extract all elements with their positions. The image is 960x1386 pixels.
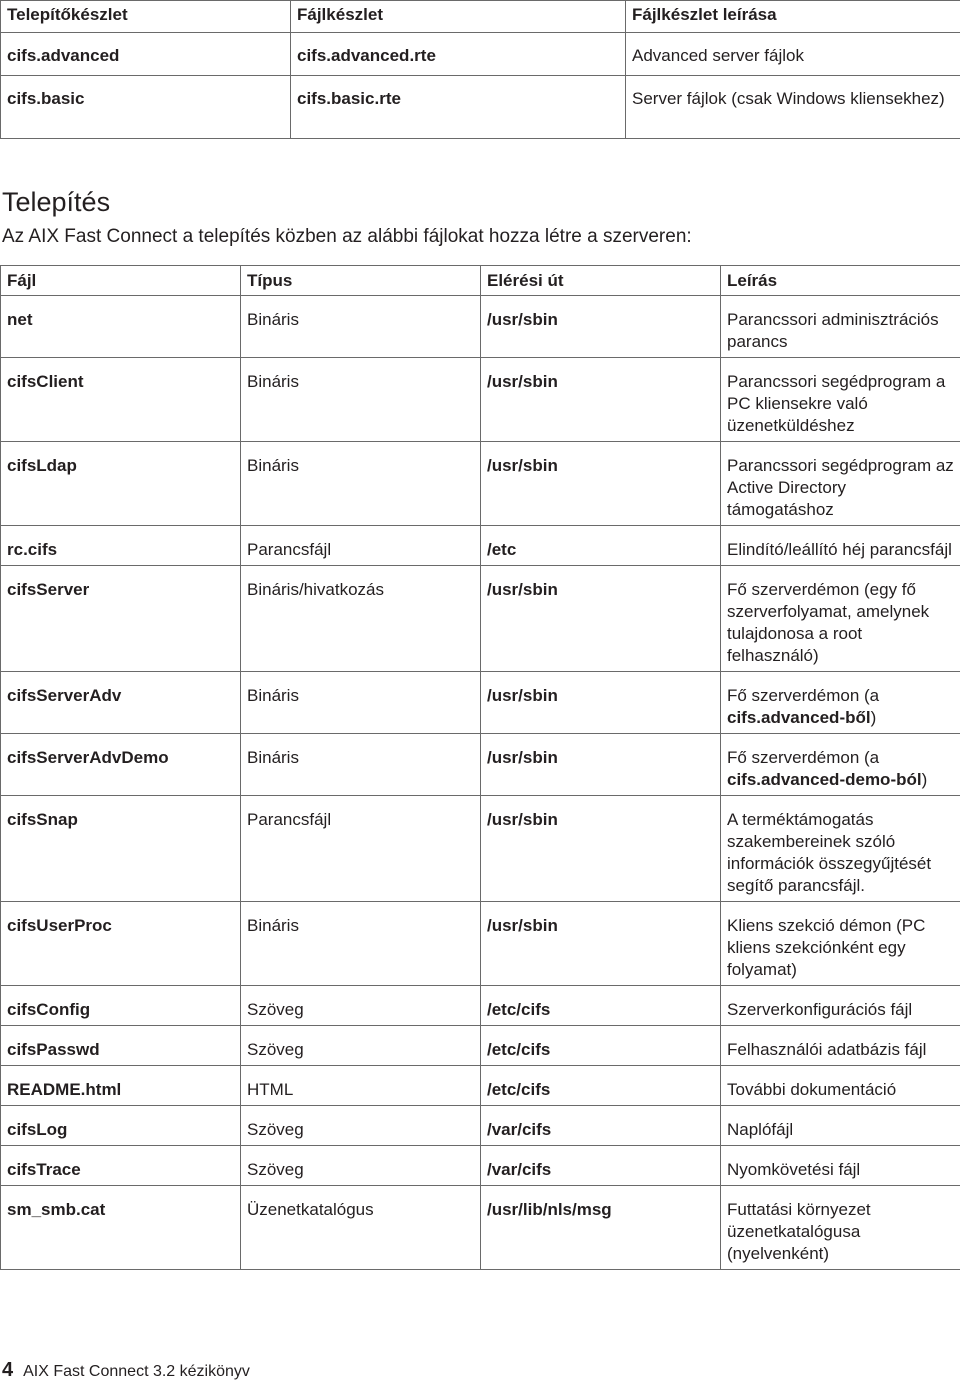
header-eleresi-ut: Elérési út — [481, 266, 721, 296]
file-path: /etc/cifs — [481, 986, 721, 1026]
file-description: További dokumentáció — [721, 1066, 960, 1106]
file-name: cifsPasswd — [1, 1026, 241, 1066]
header-fajlkeszlet-leirasa: Fájlkészlet leírása — [626, 1, 960, 33]
table-row — [1, 296, 960, 358]
fileset-package: cifs.advanced — [1, 33, 291, 76]
file-path: /var/cifs — [481, 1106, 721, 1146]
fileset-reference: cifs.advanced-demo-ból — [727, 770, 922, 789]
page-footer — [2, 1358, 250, 1384]
fileset-package: cifs.basic — [1, 76, 291, 139]
fileset-name: cifs.basic.rte — [291, 76, 626, 139]
file-type: Szöveg — [241, 1026, 481, 1066]
file-description: Szerverkonfigurációs fájl — [721, 986, 960, 1026]
file-description: Elindító/leállító héj parancsfájl — [721, 526, 960, 566]
file-type: Bináris — [241, 442, 481, 526]
file-name: cifsTrace — [1, 1146, 241, 1186]
description-text: ) — [870, 708, 877, 727]
file-type: Bináris — [241, 358, 481, 442]
table-row — [1, 734, 960, 796]
header-fajlkeszlet: Fájlkészlet — [291, 1, 626, 33]
fileset-description: Advanced server fájlok — [626, 33, 960, 76]
description-text: Fő szerverdémon (a — [727, 748, 880, 767]
file-path: /etc — [481, 526, 721, 566]
file-description: A terméktámogatás szakembereinek szóló információk összegyűjtését segítő parancsfájl. — [721, 796, 960, 902]
file-name: cifsServerAdvDemo — [1, 734, 241, 796]
description-text: ) — [921, 770, 928, 789]
file-path: /usr/sbin — [481, 566, 721, 672]
file-type: HTML — [241, 1066, 481, 1106]
file-name: cifsSnap — [1, 796, 241, 902]
file-path: /usr/sbin — [481, 734, 721, 796]
table-row — [1, 1146, 960, 1186]
file-path: /etc/cifs — [481, 1026, 721, 1066]
section-intro: Az AIX Fast Connect a telepítés közben az alábbi fájlokat hozza létre a szerveren: — [2, 226, 692, 247]
table-row — [1, 1066, 960, 1106]
file-type: Bináris — [241, 296, 481, 358]
file-path: /usr/sbin — [481, 902, 721, 986]
table-row — [1, 796, 960, 902]
table-row — [1, 986, 960, 1026]
file-description: Parancssori segédprogram az Active Directory támogatáshoz — [721, 442, 960, 526]
header-fajl: Fájl — [1, 266, 241, 296]
description-text: Fő szerverdémon (a — [727, 686, 880, 705]
table-row — [1, 1186, 960, 1270]
fileset-name: cifs.advanced.rte — [291, 33, 626, 76]
file-path: /usr/sbin — [481, 796, 721, 902]
file-path: /usr/sbin — [481, 296, 721, 358]
file-path: /var/cifs — [481, 1146, 721, 1186]
header-telepitokeszlet: Telepítőkészlet — [1, 1, 291, 33]
table-row — [1, 442, 960, 526]
file-name: cifsUserProc — [1, 902, 241, 986]
file-description: Naplófájl — [721, 1106, 960, 1146]
file-description: Parancssori adminisztrációs parancs — [721, 296, 960, 358]
table-row — [1, 902, 960, 986]
file-path: /usr/lib/nls/msg — [481, 1186, 721, 1270]
file-name: rc.cifs — [1, 526, 241, 566]
file-name: cifsConfig — [1, 986, 241, 1026]
file-name: cifsLdap — [1, 442, 241, 526]
file-path: /usr/sbin — [481, 358, 721, 442]
page-number: 4 — [2, 1359, 14, 1381]
file-type: Bináris/hivatkozás — [241, 566, 481, 672]
table-row — [1, 526, 960, 566]
file-description: Fő szerverdémon (egy fő szerverfolyamat, amelynek tulajdonosa a root felhasználó) — [721, 566, 960, 672]
table-row — [1, 566, 960, 672]
file-name: cifsClient — [1, 358, 241, 442]
file-name: cifsLog — [1, 1106, 241, 1146]
file-type: Bináris — [241, 734, 481, 796]
file-description: Futtatási környezet üzenetkatalógusa (nyelvenként) — [721, 1186, 960, 1270]
file-type: Parancsfájl — [241, 796, 481, 902]
file-type: Bináris — [241, 902, 481, 986]
file-name: sm_smb.cat — [1, 1186, 241, 1270]
table-row — [1, 1026, 960, 1066]
file-type: Üzenetkatalógus — [241, 1186, 481, 1270]
file-type: Szöveg — [241, 986, 481, 1026]
file-description: Parancssori segédprogram a PC kliensekre való üzenetküldéshez — [721, 358, 960, 442]
section-title: Telepítés — [2, 187, 111, 217]
table-row — [1, 358, 960, 442]
fileset-table-header — [1, 1, 960, 33]
header-leiras: Leírás — [721, 266, 960, 296]
file-path: /usr/sbin — [481, 442, 721, 526]
book-title: AIX Fast Connect 3.2 kézikönyv — [23, 1363, 250, 1380]
fileset-description: Server fájlok (csak Windows kliensekhez) — [626, 76, 960, 139]
file-description — [721, 734, 960, 796]
file-name: cifsServer — [1, 566, 241, 672]
file-description: Nyomkövetési fájl — [721, 1146, 960, 1186]
file-type: Parancsfájl — [241, 526, 481, 566]
file-name: README.html — [1, 1066, 241, 1106]
file-type: Szöveg — [241, 1146, 481, 1186]
table-row — [1, 76, 960, 139]
file-description — [721, 672, 960, 734]
header-tipus: Típus — [241, 266, 481, 296]
installed-files-table — [0, 265, 960, 1270]
file-type: Szöveg — [241, 1106, 481, 1146]
file-description: Felhasználói adatbázis fájl — [721, 1026, 960, 1066]
file-path: /usr/sbin — [481, 672, 721, 734]
file-description: Kliens szekció démon (PC kliens szekciónként egy folyamat) — [721, 902, 960, 986]
table-row — [1, 1106, 960, 1146]
fileset-table — [0, 0, 960, 139]
file-name: net — [1, 296, 241, 358]
table-row — [1, 33, 960, 76]
file-type: Bináris — [241, 672, 481, 734]
table-row — [1, 672, 960, 734]
installed-files-header — [1, 266, 960, 296]
file-name: cifsServerAdv — [1, 672, 241, 734]
fileset-reference: cifs.advanced-ből — [727, 708, 871, 727]
file-path: /etc/cifs — [481, 1066, 721, 1106]
